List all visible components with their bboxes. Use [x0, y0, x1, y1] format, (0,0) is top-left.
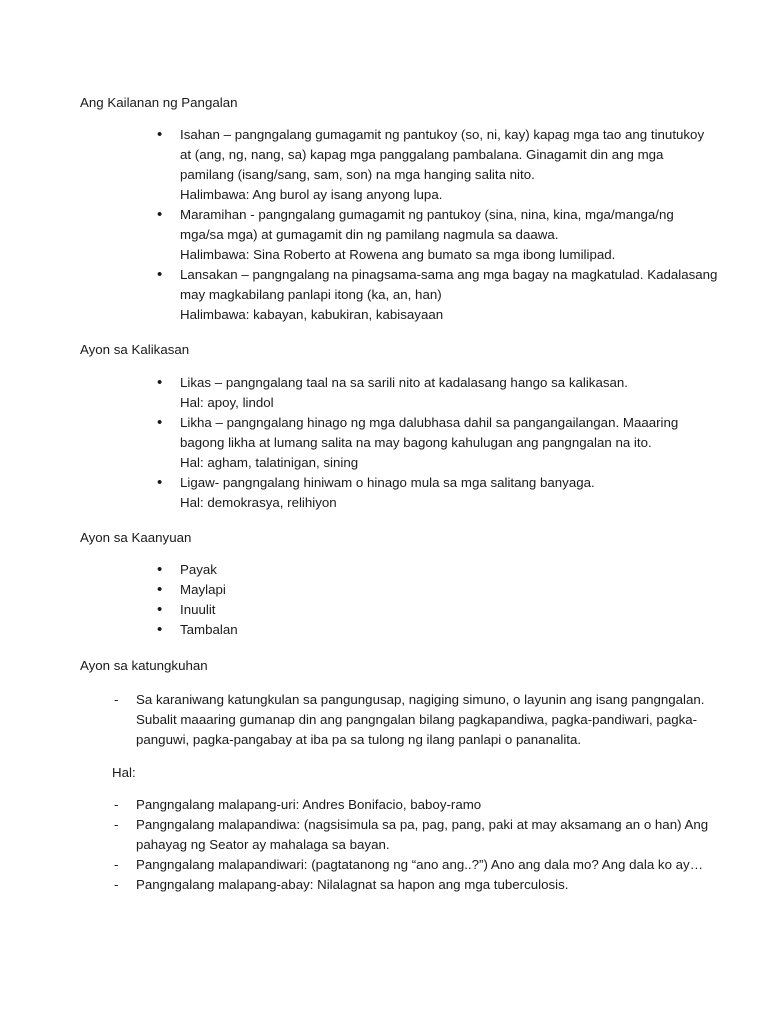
kailanan-list — [160, 125, 720, 325]
text-line: • Tambalan — [180, 622, 238, 637]
list-item-likha — [160, 413, 720, 473]
text-line: Halimbawa: kabayan, kabukiran, kabisayaan — [180, 307, 444, 322]
list-item-malapandiwa — [112, 815, 712, 855]
katungkuhan-intro-list — [112, 690, 712, 750]
list-item-malapang-uri — [112, 795, 712, 815]
text-line: at (ang, ng, nang, sa) kapag mga panggalang pambalana. Ginagamit din ang mga — [180, 147, 664, 162]
text-line: - Sa karaniwang katungkulan sa pangungusap, nagiging simuno, o layunin ang isang pangngalan. — [136, 692, 705, 707]
text-line: • Lansakan – pangngalang na pinagsama-sama ang mga bagay na magkatulad. Kadalasang — [180, 267, 718, 282]
text-line: • Ligaw- pangngalang hiniwam o hinago mula sa mga salitang banyaga. — [180, 475, 595, 490]
heading-katungkuhan: Ayon sa katungkuhan — [80, 658, 208, 673]
hal-label: Hal: — [112, 765, 136, 780]
text-line: • Likas – pangngalang taal na sa sarili nito at kadalasang hango sa kalikasan. — [180, 375, 628, 390]
list-item-payak — [160, 560, 720, 580]
text-line: - Pangngalang malapang-uri: Andres Bonifacio, baboy-ramo — [136, 797, 482, 812]
list-item-maylapi — [160, 580, 720, 600]
list-item-maramihan — [160, 205, 720, 265]
text-line: - Pangngalang malapandiwa: (nagsisimula sa pa, pag, pang, paki at may aksamang an o han) Ang — [136, 817, 709, 832]
list-item-lansakan — [160, 265, 720, 325]
list-item-likas — [160, 373, 720, 413]
text-line: Halimbawa: Ang burol ay isang anyong lupa. — [180, 187, 443, 202]
list-item-intro — [112, 690, 712, 750]
text-line: • Maylapi — [180, 582, 226, 597]
text-line: Halimbawa: Sina Roberto at Rowena ang bumato sa mga ibong lumilipad. — [180, 247, 616, 262]
text-line: • Inuulit — [180, 602, 216, 617]
text-line: - Pangngalang malapandiwari: (pagtatanong ng “ano ang..?”) Ano ang dala mo? Ang dala ko ay… — [136, 857, 704, 872]
list-item-malapandiwari — [112, 855, 712, 875]
text-line: may magkabilang panlapi itong (ka, an, han) — [180, 287, 442, 302]
text-line: • Payak — [180, 562, 217, 577]
text-line: mga/sa mga) at gumagamit din ng pamilang nagmula sa daawa. — [180, 227, 559, 242]
text-line: Hal: apoy, lindol — [180, 395, 274, 410]
list-item-malapang-abay — [112, 875, 712, 895]
text-line: • Likha – pangngalang hinago ng mga dalubhasa dahil sa pangangailangan. Maaaring — [180, 415, 679, 430]
heading-kalikasan: Ayon sa Kalikasan — [80, 342, 190, 357]
text-line: Subalit maaaring gumanap din ang pangngalan bilang pagkapandiwa, pagka-pandiwari, pagka- — [136, 712, 698, 727]
text-line: panguwi, pagka-pangabay at iba pa sa tulong ng ilang panlapi o pananalita. — [136, 732, 582, 747]
kaanyuan-list — [160, 560, 720, 640]
heading-kaanyuan: Ayon sa Kaanyuan — [80, 530, 192, 545]
text-line: - Pangngalang malapang-abay: Nilalagnat sa hapon ang mga tuberculosis. — [136, 877, 569, 892]
list-item-tambalan — [160, 620, 720, 640]
kalikasan-list — [160, 373, 720, 513]
text-line: Hal: demokrasya, relihiyon — [180, 495, 337, 510]
list-item-isahan — [160, 125, 720, 205]
list-item-ligaw — [160, 473, 720, 513]
text-line: bagong likha at lumang salita na may bagong kahulugan ang pangngalan na ito. — [180, 435, 652, 450]
heading-kailanan: Ang Kailanan ng Pangalan — [80, 95, 238, 110]
text-line: • Isahan – pangngalang gumagamit ng pantukoy (so, ni, kay) kapag mga tao ang tinutukoy — [180, 127, 705, 142]
text-line: pamilang (isang/sang, sam, son) na mga hanging salita nito. — [180, 167, 535, 182]
text-line: • Maramihan - pangngalang gumagamit ng pantukoy (sina, nina, kina, mga/manga/ng — [180, 207, 674, 222]
text-line: Hal: agham, talatinigan, sining — [180, 455, 359, 470]
katungkuhan-examples-list — [112, 795, 712, 895]
text-line: pahayag ng Seator ay mahalaga sa bayan. — [136, 837, 390, 852]
list-item-inuulit — [160, 600, 720, 620]
